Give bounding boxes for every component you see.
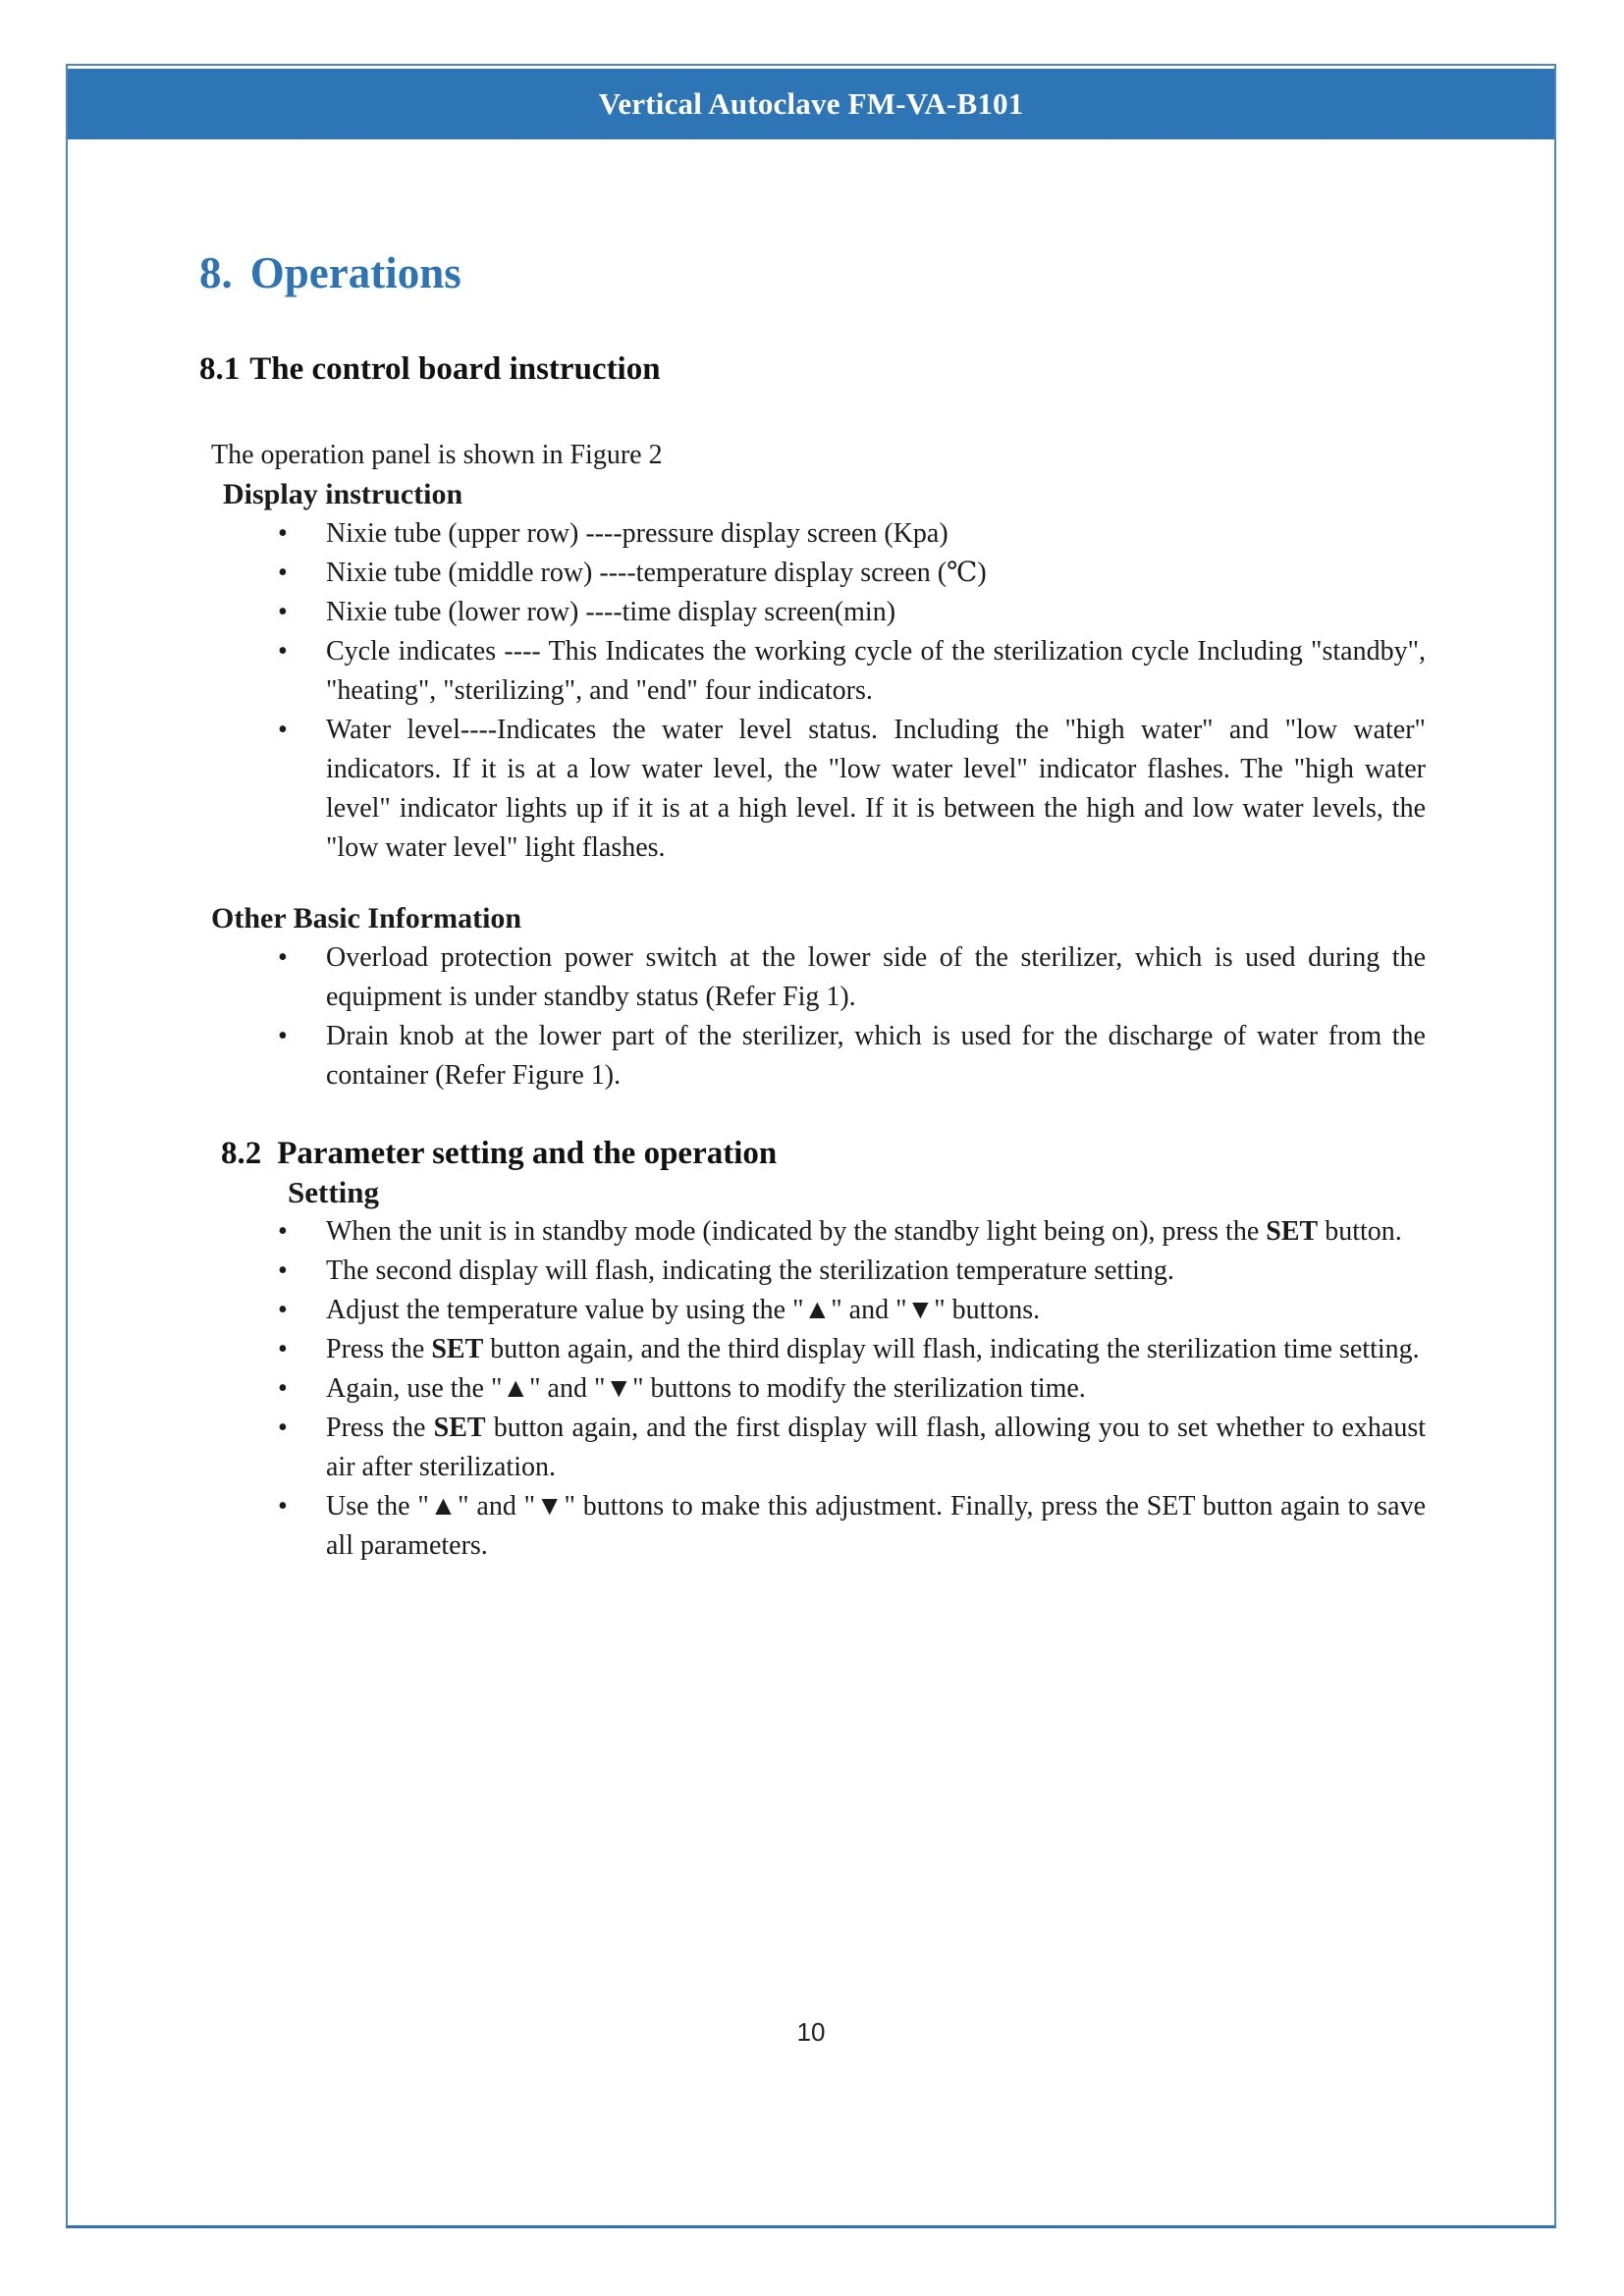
setting-heading: Setting — [288, 1175, 379, 1209]
section-label: Operations — [249, 248, 461, 297]
other-basic-information-heading: Other Basic Information — [211, 902, 522, 934]
subsection-title: Parameter setting and the operation — [277, 1136, 778, 1171]
list-item: • Nixie tube (lower row) ----time display screen(min) — [326, 593, 1426, 632]
intro-paragraph: The operation panel is shown in Figure 2 — [211, 440, 663, 470]
list-item: • Overload protection power switch at the lower side of the sterilizer, which is used during the equipment is under standby status (Refer Fig 1). — [326, 938, 1426, 1017]
list-item: • Nixie tube (upper row) ----pressure display screen (Kpa) — [326, 514, 1426, 554]
subsection-number: 8.2 — [221, 1136, 262, 1171]
list-item: • Adjust the temperature value by using the "▲" and "▼" buttons. — [326, 1291, 1426, 1330]
list-item: • Again, use the "▲" and "▼" buttons to modify the sterilization time. — [326, 1369, 1426, 1409]
other-basic-information-list — [326, 938, 1426, 1095]
subsection-heading-8-2 — [221, 1134, 1554, 1173]
subsection-heading-8-1 — [199, 349, 1554, 389]
list-item: • The second display will flash, indicating the sterilization temperature setting. — [326, 1252, 1426, 1291]
display-instruction-heading: Display instruction — [223, 478, 463, 510]
setting-steps-list — [326, 1212, 1426, 1566]
display-instruction-list — [326, 514, 1426, 868]
subsection-title: The control board instruction — [249, 351, 661, 387]
document-header-bar — [68, 69, 1554, 139]
list-item: • Press the SET button again, and the first display will flash, allowing you to set whether to exhaust air after sterilization. — [326, 1409, 1426, 1487]
section-heading-operations — [199, 249, 1554, 296]
list-item: • Nixie tube (middle row) ----temperature display screen (℃) — [326, 554, 1426, 593]
subsection-number: 8.1 — [199, 351, 241, 387]
list-item: • Water level----Indicates the water level status. Including the "high water" and "low water" indicators. If it is at a low water level, the "low water level" indicator flashes. The "high water level" indicator lights up if it is at a high level. If it is between the high and low water levels, the "low water level" light flashes. — [326, 711, 1426, 868]
document-title: Vertical Autoclave FM-VA-B101 — [598, 86, 1024, 121]
list-item: • Cycle indicates ---- This Indicates the working cycle of the sterilization cycle Including "standby", "heating", "sterilizing", and "end" four indicators. — [326, 632, 1426, 711]
list-item: • Press the SET button again, and the third display will flash, indicating the sterilization time setting. — [326, 1330, 1426, 1369]
page-content — [68, 249, 1554, 1566]
page-number: 10 — [796, 2017, 826, 2047]
list-item: • Use the "▲" and "▼" buttons to make this adjustment. Finally, press the SET button again to save all parameters. — [326, 1487, 1426, 1566]
page-border-box — [66, 64, 1556, 2228]
section-number: 8. — [199, 248, 233, 297]
list-item: • Drain knob at the lower part of the sterilizer, which is used for the discharge of water from the container (Refer Figure 1). — [326, 1017, 1426, 1095]
list-item: • When the unit is in standby mode (indicated by the standby light being on), press the SET button. — [326, 1212, 1426, 1252]
